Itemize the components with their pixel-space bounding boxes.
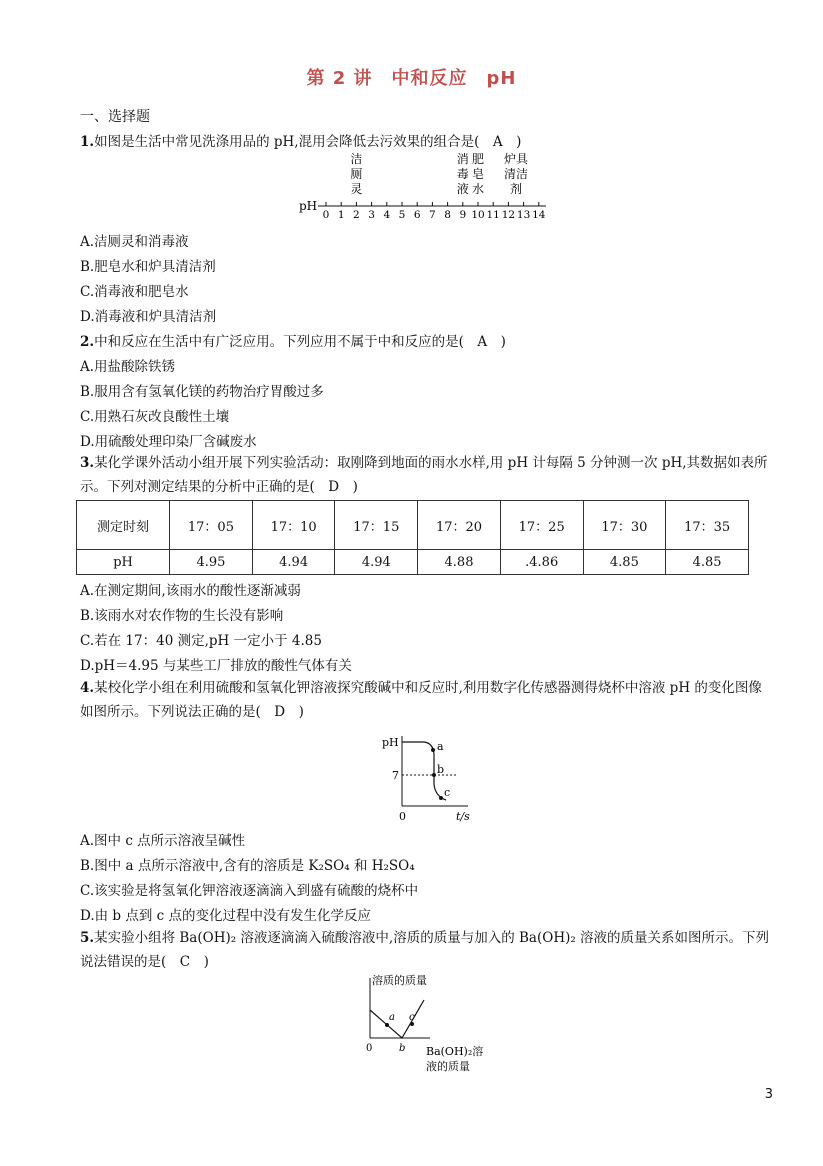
ph-data-table — [76, 500, 749, 575]
question-1-stem: 如图是生活中常见洗涤用品的 pH,混用会降低去污效果的组合是( A ) — [94, 134, 522, 150]
ph-product-label: 消 — [456, 152, 469, 166]
point-c — [439, 796, 443, 800]
ph-product-label: 炉具 — [503, 152, 529, 166]
graph-x-label-line1: Ba(OH)₂溶 — [426, 1045, 484, 1058]
table-cell: 17：25 — [500, 501, 583, 550]
graph-origin: 0 — [366, 1043, 373, 1054]
table-cell: pH — [77, 550, 170, 575]
table-cell: 17：30 — [583, 501, 666, 550]
question-5-number: 5. — [80, 930, 95, 946]
table-cell: 4.94 — [252, 550, 335, 575]
graph-y-label: pH — [382, 736, 399, 749]
ph-product-label: 洁 — [350, 152, 363, 166]
q2-option-a: A.用盐酸除铁锈 — [80, 359, 176, 375]
table-cell: 4.85 — [583, 550, 666, 575]
solute-mass-graph — [360, 972, 500, 1078]
q2-option-d: D.用硫酸处理印染厂含碱废水 — [80, 434, 257, 450]
q2-option-b: B.服用含有氢氧化镁的药物治疗胃酸过多 — [80, 384, 324, 400]
section-heading: 一、选择题 — [80, 109, 150, 125]
ph-tick-label: 11 — [486, 209, 500, 221]
q1-option-a: A.洁厕灵和消毒液 — [80, 234, 189, 250]
ph-product-label: 灵 — [350, 182, 363, 196]
question-2-stem: 中和反应在生活中有广泛应用。下列应用不属于中和反应的是( A ) — [94, 334, 506, 350]
ph-product-label: 液 — [456, 182, 469, 196]
point-a-label: a — [437, 740, 444, 753]
ph-tick-label: 0 — [322, 209, 330, 221]
question-2 — [80, 330, 506, 350]
ph-product-label: 肥 — [471, 152, 485, 166]
ph-tick-label: 6 — [413, 209, 421, 221]
ph-curve-graph — [378, 730, 478, 825]
table-cell: .4.86 — [500, 550, 583, 575]
table-cell: 4.95 — [170, 550, 253, 575]
table-cell: 17：10 — [252, 501, 335, 550]
q3-option-c: C.若在 17：40 测定,pH 一定小于 4.85 — [80, 633, 322, 649]
ph-tick-label: 5 — [398, 209, 406, 221]
ph-tick-label: 2 — [353, 209, 360, 221]
point-b-label: b — [437, 763, 445, 776]
ph-axis-label: pH — [299, 199, 318, 213]
q4-option-a: A.图中 c 点所示溶液呈碱性 — [80, 833, 246, 849]
graph-y-label: 溶质的质量 — [372, 974, 427, 987]
ph-product-label: 毒 — [456, 167, 469, 181]
ph-tick-label: 7 — [429, 209, 436, 221]
table-header-row — [77, 501, 749, 550]
point-a-label: a — [389, 1012, 395, 1023]
ph-product-label: 皂 — [471, 167, 485, 181]
solute-curve — [370, 1000, 424, 1038]
ph-scale-products — [350, 151, 529, 196]
ph-product-label: 厕 — [350, 167, 363, 181]
q4-option-d: D.由 b 点到 c 点的变化过程中没有发生化学反应 — [80, 908, 372, 924]
table-cell: 17：05 — [170, 501, 253, 550]
question-4-stem: 某校化学小组在利用硫酸和氢氧化钾溶液探究酸碱中和反应时,利用数字化传感器测得烧杯中溶液 pH 的变化图像如图所示。下列说法正确的是( D ) — [80, 680, 762, 720]
point-c-label: c — [444, 786, 451, 799]
page-title: 第 2 讲 中和反应 pH — [306, 68, 517, 89]
ph-tick-label: 4 — [383, 209, 391, 221]
q3-option-d: D.pH＝4.95 与某些工厂排放的酸性气体有关 — [80, 658, 352, 674]
question-4-number: 4. — [80, 680, 95, 696]
ph-tick-label: 12 — [501, 209, 516, 221]
point-b — [432, 773, 436, 777]
table-cell: 4.94 — [335, 550, 418, 575]
page-number: 3 — [764, 1087, 773, 1102]
question-3-stem: 某化学课外活动小组开展下列实验活动：取刚降到地面的雨水水样,用 pH 计每隔 5 分钟测一次 pH,其数据如表所示。下列对测定结果的分析中正确的是( D ) — [80, 455, 768, 495]
ph-tick-label: 13 — [516, 209, 531, 221]
q2-option-c: C.用熟石灰改良酸性土壤 — [80, 409, 230, 425]
graph-x-label: t/s — [456, 810, 470, 823]
ph-tick-label: 3 — [368, 209, 375, 221]
question-2-number: 2. — [80, 334, 95, 350]
question-3-number: 3. — [80, 455, 95, 471]
table-cell: 测定时刻 — [77, 501, 170, 550]
point-a — [385, 1023, 389, 1027]
q3-option-a: A.在测定期间,该雨水的酸性逐渐减弱 — [80, 583, 301, 599]
table-cell: 17：20 — [418, 501, 501, 550]
question-1 — [80, 130, 521, 150]
ph-scale-ticks — [323, 202, 546, 221]
ph-product-label: 水 — [471, 182, 485, 196]
graph-origin: 0 — [399, 810, 406, 823]
graph-x-label-line2: 液的质量 — [426, 1060, 470, 1073]
point-a — [431, 748, 435, 752]
ph-tick-label: 10 — [471, 209, 485, 221]
ph-product-label: 清洁 — [503, 167, 529, 181]
q1-option-d: D.消毒液和炉具清洁剂 — [80, 309, 217, 325]
ph-tick-label: 1 — [337, 209, 345, 221]
graph-seven-label: 7 — [392, 769, 399, 782]
ph-product-label: 剂 — [509, 182, 523, 196]
q1-option-c: C.消毒液和肥皂水 — [80, 284, 189, 300]
point-c-label: c — [409, 1012, 415, 1023]
q3-option-b: B.该雨水对农作物的生长没有影响 — [80, 608, 284, 624]
q4-option-c: C.该实验是将氢氧化钾溶液逐滴滴入到盛有硫酸的烧杯中 — [80, 883, 419, 899]
ph-scale-figure — [296, 150, 556, 222]
q4-option-b: B.图中 a 点所示溶液中,含有的溶质是 K₂SO₄ 和 H₂SO₄ — [80, 858, 415, 874]
question-5-stem: 某实验小组将 Ba(OH)₂ 溶液逐滴滴入硫酸溶液中,溶质的质量与加入的 Ba(OH)₂ 溶液的质量关系如图所示。下列说法错误的是( C ) — [80, 930, 770, 970]
table-row — [77, 550, 749, 575]
table-cell: 4.88 — [418, 550, 501, 575]
question-3 — [80, 451, 770, 499]
table-cell: 17：15 — [335, 501, 418, 550]
question-1-number: 1. — [80, 134, 95, 150]
question-4 — [80, 676, 770, 724]
ph-tick-label: 14 — [532, 209, 546, 221]
point-b-label: b — [399, 1043, 406, 1054]
question-5 — [80, 926, 770, 974]
table-cell: 17：35 — [666, 501, 749, 550]
ph-tick-label: 8 — [444, 209, 451, 221]
ph-tick-label: 9 — [459, 209, 467, 221]
q1-option-b: B.肥皂水和炉具清洁剂 — [80, 259, 216, 275]
table-cell: 4.85 — [666, 550, 749, 575]
